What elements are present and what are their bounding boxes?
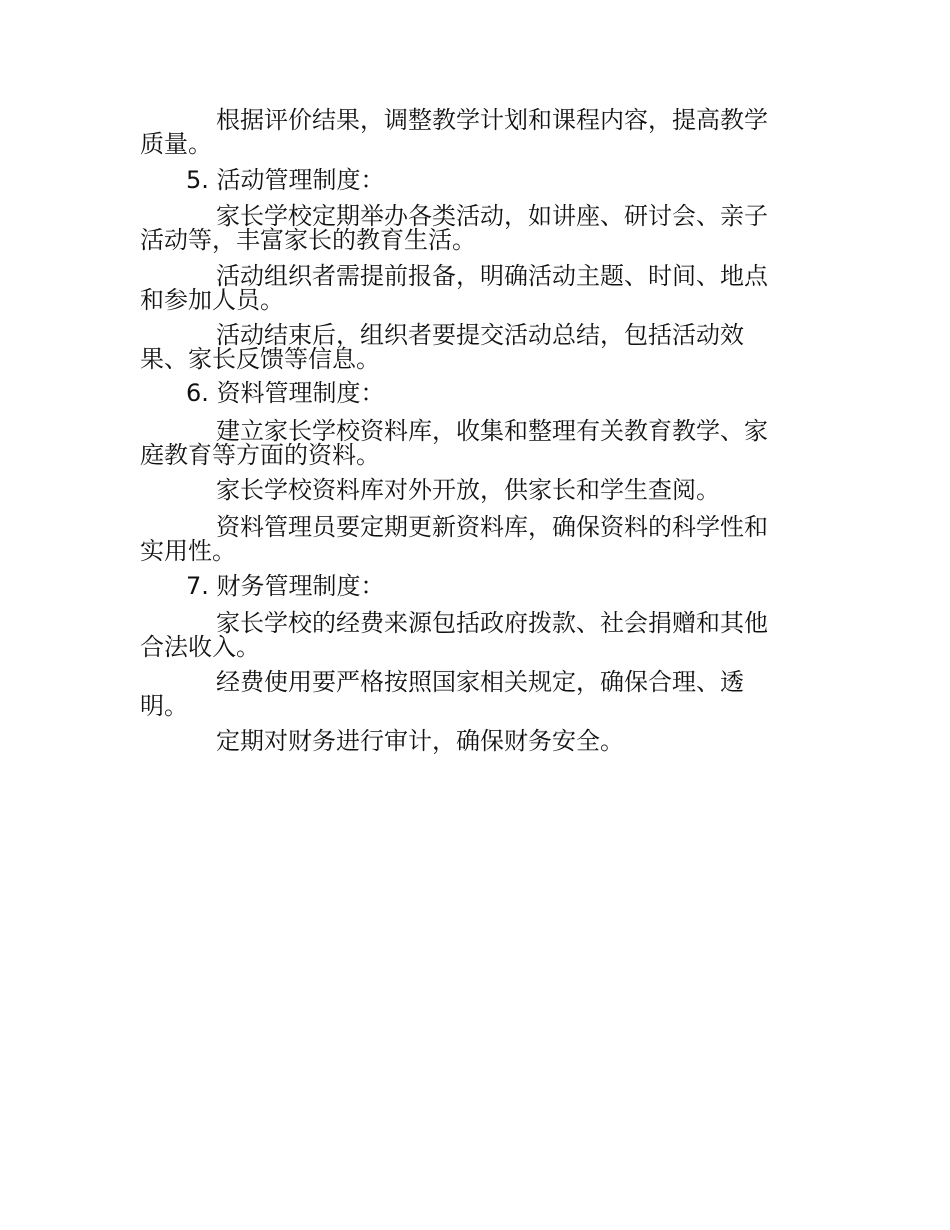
section-number: 6. [186,379,209,407]
paragraph-line: 经费使用要严格按照国家相关规定，确保合理、透 [216,668,744,696]
paragraph-line: 实用性。 [140,537,236,565]
section-title: 财务管理制度： [216,572,385,600]
section-heading-5 [186,168,385,192]
paragraph [140,670,800,718]
paragraph-line: 果、家长反馈等信息。 [140,345,380,373]
paragraph-line: 和参加人员。 [140,286,284,314]
paragraph-line: 根据评价结果，调整教学计划和课程内容，提高教学 [216,106,768,134]
paragraph [140,611,800,659]
section-number: 5. [186,166,209,194]
section-heading-6 [186,381,385,405]
section-number: 7. [186,572,209,600]
paragraph-line: 家长学校资料库对外开放，供家长和学生查阅。 [216,476,720,504]
paragraph-line: 活动组织者需提前报备，明确活动主题、时间、地点 [216,262,768,290]
paragraph-line: 合法收入。 [140,633,260,661]
section-title: 活动管理制度： [216,166,385,194]
paragraph-line: 活动结束后，组织者要提交活动总结，包括活动效 [216,321,744,349]
paragraph-line: 家长学校定期举办各类活动，如讲座、研讨会、亲子 [216,202,768,230]
paragraph [140,515,800,563]
paragraph-line: 明。 [140,692,188,720]
paragraph [140,204,800,252]
paragraph-line: 建立家长学校资料库，收集和整理有关教育教学、家 [216,417,768,445]
paragraph [140,419,800,467]
paragraph-line: 质量。 [140,130,212,158]
paragraph [140,264,800,312]
paragraph [140,729,800,753]
paragraph-line: 活动等，丰富家长的教育生活。 [140,226,476,254]
paragraph-line: 家长学校的经费来源包括政府拨款、社会捐赠和其他 [216,609,768,637]
paragraph [140,323,800,371]
paragraph-line: 资料管理员要定期更新资料库，确保资料的科学性和 [216,513,768,541]
section-title: 资料管理制度： [216,379,385,407]
paragraph [140,108,800,156]
paragraph-line: 庭教育等方面的资料。 [140,441,380,469]
section-heading-7 [186,574,385,598]
paragraph [140,478,800,502]
paragraph-line: 定期对财务进行审计，确保财务安全。 [216,727,624,755]
